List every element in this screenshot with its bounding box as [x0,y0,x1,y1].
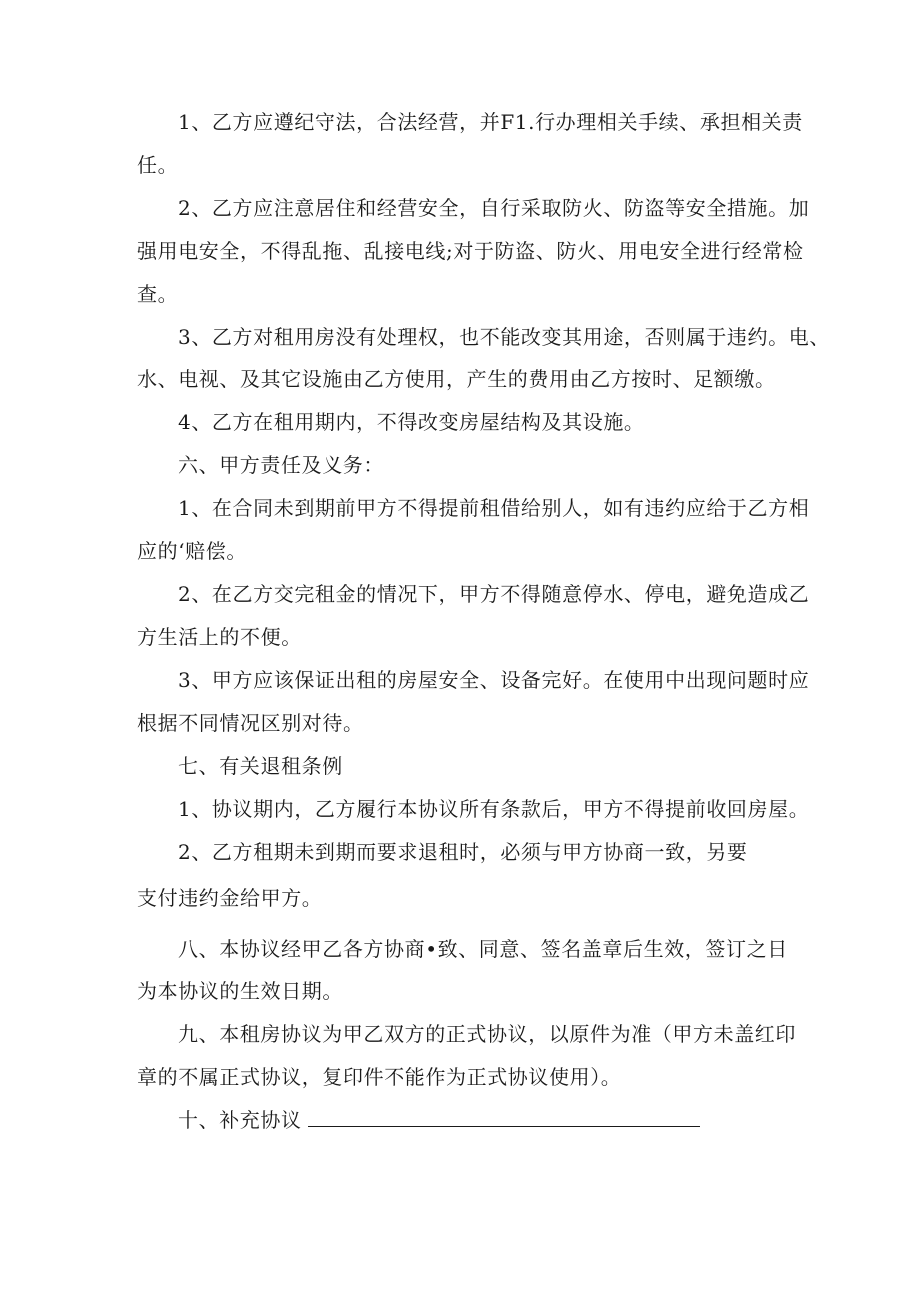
supplementary-blank-line [308,1106,700,1127]
clause-5-1-line-1: 1、乙方应遵纪守法，合法经营，并F1.行办理相关手续、承担相关责 [178,110,803,134]
clause-5-2-line-2: 强用电安全，不得乱拖、乱接电线;对于防盗、防火、用电安全进行经常检 [137,239,804,263]
clause-6-1-line-2: 应的‘赔偿。 [137,539,247,563]
clause-5-2-line-3: 查。 [137,282,179,306]
clause-6-2-line-2: 方生活上的不便。 [137,625,302,649]
section-7-heading: 七、有关退租条例 [178,754,343,778]
section-10-label: 十、补充协议 [178,1108,302,1132]
clause-5-3-line-1: 3、乙方对租用房没有处理权，也不能改变其用途，否则属于违约。电、 [178,325,830,349]
clause-7-1: 1、协议期内，乙方履行本协议所有条款后，甲方不得提前收回房屋。 [178,797,810,821]
section-8-line-1: 八、本协议经甲乙各方协商•致、同意、签名盖章后生效，签订之日 [178,937,788,961]
section-6-heading: 六、甲方责任及义务： [178,453,384,477]
clause-7-2-line-1: 2、乙方租期未到期而要求退租时，必须与甲方协商一致，另要 [178,840,748,864]
clause-5-1-line-2: 任。 [137,153,179,177]
clause-5-2-line-1: 2、乙方应注意居住和经营安全，自行采取防火、防盗等安全措施。加 [178,196,810,220]
clause-6-3-line-2: 根据不同情况区别对待。 [137,711,364,735]
section-10-line [178,1106,700,1134]
clause-6-1-line-1: 1、在合同未到期前甲方不得提前租借给别人，如有违约应给于乙方相 [178,496,810,520]
section-9-line-1: 九、本租房协议为甲乙双方的正式协议，以原件为准（甲方未盖红印 [178,1022,796,1046]
clause-5-4: 4、乙方在租用期内，不得改变房屋结构及其设施。 [178,410,645,434]
section-8-line-2: 为本协议的生效日期。 [137,979,343,1003]
clause-6-2-line-1: 2、在乙方交完租金的情况下，甲方不得随意停水、停电，避免造成乙 [178,582,810,606]
clause-6-3-line-1: 3、甲方应该保证出租的房屋安全、设备完好。在使用中出现问题时应 [178,668,810,692]
clause-5-3-line-2: 水、电视、及其它设施由乙方使用，产生的费用由乙方按时、足额缴。 [137,367,776,391]
section-9-line-2: 章的不属正式协议，复印件不能作为正式协议使用）。 [137,1065,622,1089]
clause-7-2-line-2: 支付违约金给甲方。 [137,886,323,910]
